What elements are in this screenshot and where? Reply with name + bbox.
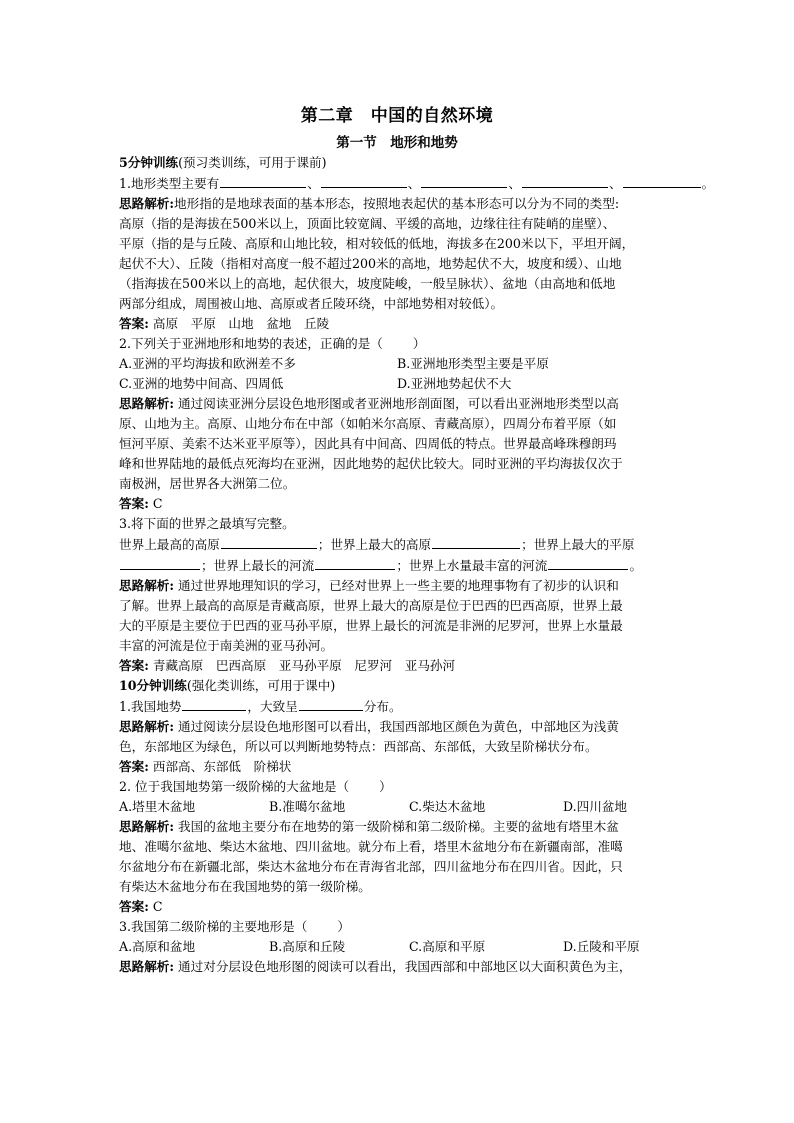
answer-blank [182, 696, 246, 711]
section-title: 第一节 地形和地势 [336, 135, 458, 151]
part1-q3-answer: 答案: 青藏高原 巴西高原 亚马孙平原 尼罗河 亚马孙河 [119, 658, 456, 673]
chapter-title: 第二章 中国的自然环境 [300, 106, 494, 126]
part1-q2-options-row2 [119, 374, 675, 394]
answer-blank [315, 555, 395, 570]
part2-q2-options [119, 797, 675, 817]
part2-q2-analysis: 思路解析: 我国的盆地主要分布在地势的第一级阶梯和第二级阶梯。主要的盆地有塔里木盆 地、准噶尔盆地、柴达木盆地、四川盆地。就分布上看，塔里木盆地分布在新疆南部，准噶 尔盆地分布在新疆北部，柴达木盆地分布在青海省北部，四川盆地分布在四川省。因此，只 有柴达木盆地分布在我国地势的第一级阶梯。 [119, 819, 623, 894]
answer-blank [221, 534, 317, 549]
part1-q1: 1.地形类型主要有 、 、 、 、 。 [119, 173, 675, 194]
answer-blank [321, 173, 407, 188]
option-a: A.亚洲的平均海拔和欧洲差不多 [119, 356, 296, 371]
option-c: C.高原和平原 [409, 939, 486, 954]
option-a: A.塔里木盆地 [119, 799, 196, 814]
part1-q2-options-row1 [119, 354, 675, 374]
option-b: B.亚洲地形类型主要是平原 [397, 356, 549, 371]
part2-heading: 10分钟训练(强化类训练，可用于课中) [119, 678, 336, 693]
part2-q3-analysis: 思路解析: 通过对分层设色地形图的阅读可以看出，我国西部和中部地区以大面积黄色为主， [119, 959, 632, 974]
answer-blank [299, 696, 363, 711]
part2-q1-analysis: 思路解析: 通过阅读分层设色地形图可以看出，我国西部地区颜色为黄色，中部地区为浅黄 色，东部地区为绿色，所以可以判断地势特点：西部高、东部低，大致呈阶梯状分布。 [119, 719, 619, 754]
option-b: B.准噶尔盆地 [269, 799, 346, 814]
option-c: C.柴达木盆地 [409, 799, 486, 814]
option-d: D.四川盆地 [563, 799, 628, 814]
part2-q3-options [119, 937, 675, 957]
document-page [119, 100, 715, 977]
part1-q2-analysis: 思路解析: 通过阅读亚洲分层设色地形图或者亚洲地形剖面图，可以看出亚洲地形类型以高 原、山地为主。高原、山地分布在中部（如帕米尔高原、青藏高原），四周分布着平原（如 恒河平原、美索不达米亚平原等），因此具有中间高、四周低的特点。世界最高峰珠穆朗玛 峰和世界陆地的最低点死海均在亚洲，因此地势的起伏比较大。同时亚洲的平均海拔仅次于 南极洲，居世界各大洲第二位。 [119, 396, 623, 491]
answer-blank [623, 173, 701, 188]
part1-q3: 3.将下面的世界之最填写完整。 [119, 516, 295, 531]
part2-q2-answer: 答案: C [119, 899, 163, 914]
answer-blank [432, 534, 520, 549]
part2-q2: 2. 位于我国地势第一级阶梯的大盆地是（ ） [119, 779, 392, 794]
option-b: B.高原和丘陵 [269, 939, 346, 954]
answer-blank [522, 173, 608, 188]
part1-q3-fill-line1: 世界上最高的高原 ；世界上最大的高原 ；世界上最大的平原 [119, 534, 675, 555]
option-c: C.亚洲的地势中间高、四周低 [119, 376, 284, 391]
part1-q2-answer: 答案: C [119, 496, 163, 511]
option-d: D.丘陵和平原 [563, 939, 640, 954]
answer-blank [120, 555, 200, 570]
part1-q3-fill-line2: ；世界上最长的河流 ；世界上水量最丰富的河流 。 [119, 555, 675, 576]
part1-heading: 5分钟训练(预习类训练，可用于课前) [119, 155, 327, 170]
part1-q2: 2.下列关于亚洲地形和地势的表述，正确的是（ ） [119, 336, 426, 351]
part1-q1-analysis: 思路解析:地形指的是地球表面的基本形态，按照地表起伏的基本形态可以分为不同的类型: 高原（指的是海拔在500米以上，顶面比较宽阔、平缓的高地，边缘往往有陡峭的崖壁）、 平原（指的是与丘陵、高原和山地比较，相对较低的低地，海拔多在200米以下，平坦开阔， 起伏不大）、丘陵（指相对高度一般不超过200米的高地，地势起伏不大，坡度和缓）、山地 （指海拔在500米以上的高地，起伏很大，坡度陡峻，一般呈脉状）、盆地（由高地和低地 两部分组成，周围被山地、高原或者丘陵环绕，中部地势相对较低）。 [119, 196, 635, 311]
answer-blank [548, 555, 628, 570]
answer-blank [421, 173, 507, 188]
part2-q3: 3.我国第二级阶梯的主要地形是（ ） [119, 919, 350, 934]
part2-q1-answer: 答案: 西部高、东部低 阶梯状 [119, 759, 292, 774]
answer-blank [220, 173, 306, 188]
part2-q1: 1.我国地势 ，大致呈 分布。 [119, 696, 675, 717]
option-d: D.亚洲地势起伏不大 [397, 376, 512, 391]
part1-q1-answer: 答案: 高原 平原 山地 盆地 丘陵 [119, 316, 330, 331]
option-a: A.高原和盆地 [119, 939, 196, 954]
part1-q3-analysis: 思路解析: 通过世界地理知识的学习，已经对世界上一些主要的地理事物有了初步的认识和 了解。世界上最高的高原是青藏高原，世界上最大的高原是位于巴西的巴西高原，世界上最 大的平原是主要位于巴西的亚马孙平原，世界上最长的河流是非洲的尼罗河，世界上水量最 丰富的河流是位于南美洲的亚马孙河。 [119, 578, 623, 653]
